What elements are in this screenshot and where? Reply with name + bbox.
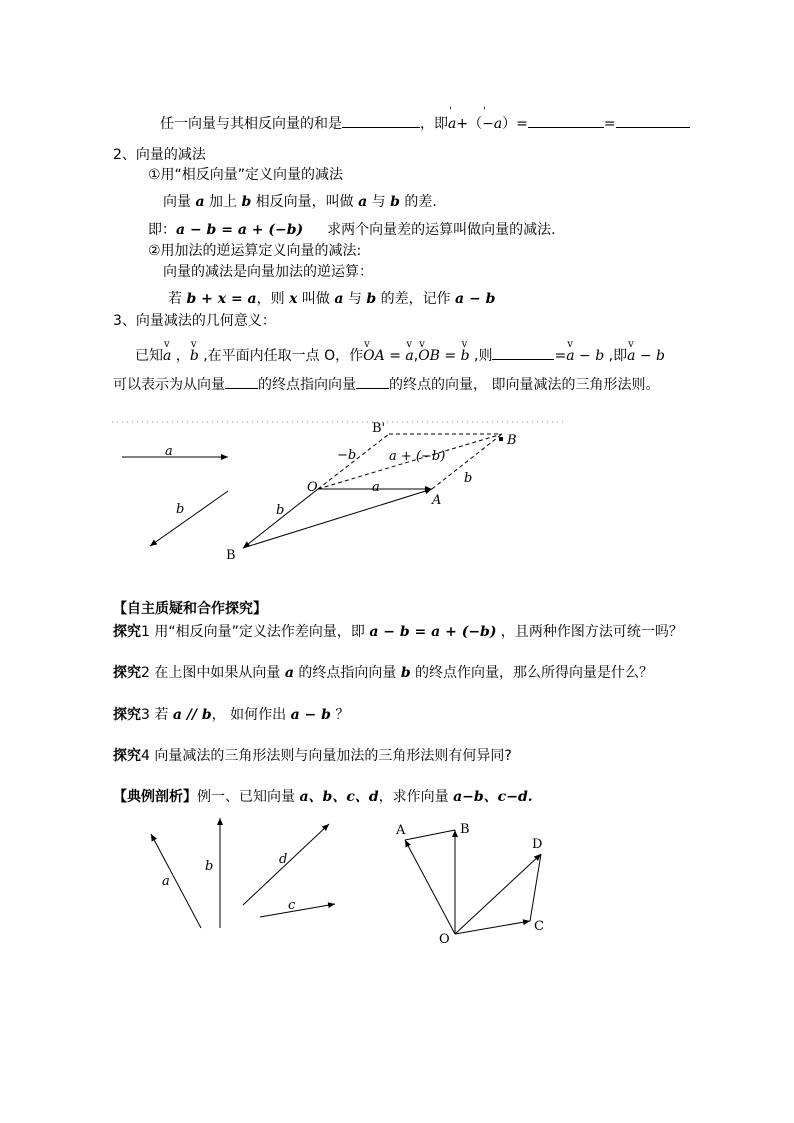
label-b-low: b bbox=[276, 503, 285, 518]
blank-3[interactable] bbox=[616, 113, 690, 128]
inverse-operation: 向量的减法是向量加法的逆运算： bbox=[163, 264, 373, 280]
geometric-meaning-line2: 可以表示为从向量 的终点指向向量 的终点的向量， 即向量减法的三角形法则。 bbox=[113, 374, 659, 394]
explore-q2: 探究2 在上图中如果从向量 a 的终点指向向量 b 的终点作向量，那么所得向量是什么？ bbox=[113, 665, 654, 681]
example-vector-a bbox=[151, 834, 201, 928]
label-B-top: B bbox=[507, 433, 517, 448]
vector-a: ' a bbox=[448, 115, 456, 133]
section-2-sub2: ②用加法的逆运算定义向量的减法: bbox=[148, 243, 362, 259]
label-B-low: B bbox=[226, 548, 236, 563]
label-a-mid: a bbox=[372, 480, 380, 495]
geometric-meaning-line1: 已知v a ，v b ,在平面内任取一点 O，作v OA = v a,v OB = v b ,则 =v a − b ,即v a − b bbox=[135, 345, 665, 365]
vector-OB bbox=[243, 489, 318, 548]
example-label-a: a bbox=[162, 874, 170, 889]
label-neg-b: −b bbox=[337, 448, 357, 463]
blank-6[interactable] bbox=[356, 374, 389, 389]
subtraction-diagram bbox=[0, 400, 794, 570]
blank-4[interactable] bbox=[492, 345, 554, 360]
example-vector-c bbox=[260, 904, 335, 917]
example-label-c: c bbox=[288, 898, 296, 913]
label-b-right: b bbox=[464, 471, 473, 486]
vector-neg-a: ' −a bbox=[482, 115, 502, 133]
vector-BA bbox=[243, 489, 432, 548]
label-A: A bbox=[432, 493, 442, 508]
example-label-B: B bbox=[460, 822, 470, 837]
label-b-left: b bbox=[176, 502, 185, 517]
explore-q4: 探究4 向量减法的三角形法则与向量加法的三角形法则有何异同? bbox=[113, 748, 512, 764]
line-opposite-sum: 任一向量与其相反向量的和是 ，即' a+（' −a）= = bbox=[160, 113, 690, 133]
section-2-sub1: ①用“相反向量”定义向量的减法 bbox=[148, 167, 344, 183]
example-label-A: A bbox=[396, 823, 406, 838]
explore-q1: 探究1 用“相反向量”定义法作差向量，即 a − b = a + (−b) ，且两种作图方法可统一吗？ bbox=[113, 624, 683, 640]
subtraction-formula: 即：a − b = a + (−b) 求两个向量差的运算叫做向量的减法. bbox=[148, 222, 556, 238]
vector-OD-ex bbox=[455, 854, 541, 934]
example-line: 【典例剖析】例一、已知向量 a、b、c、d，求作向量 a−b、c−d. bbox=[113, 789, 533, 805]
label-sum: a + (−b) bbox=[389, 449, 446, 464]
blank-1[interactable] bbox=[342, 113, 420, 128]
vector-b-arrow bbox=[150, 491, 228, 546]
example-label-C: C bbox=[534, 919, 544, 934]
opposite-sum-text: 任一向量与其相反向量的和是 bbox=[160, 116, 342, 132]
example-label-O: O bbox=[439, 932, 450, 947]
example-diagram bbox=[0, 810, 794, 950]
label-O: O bbox=[307, 480, 318, 495]
label-a-left: a bbox=[165, 444, 173, 459]
subtraction-definition: 向量 a 加上 b 相反向量，叫做 a 与 b 的差. bbox=[163, 194, 437, 210]
inverse-definition: 若 b + x = a，则 x 叫做 a 与 b 的差，记作 a − b bbox=[168, 291, 496, 307]
blank-5[interactable] bbox=[225, 374, 258, 389]
section-3-title: 3、向量减法的几何意义： bbox=[113, 313, 276, 329]
example-label-b: b bbox=[205, 859, 214, 874]
label-Bprime: B' bbox=[372, 421, 386, 436]
example-label-d: d bbox=[279, 852, 288, 867]
blank-2[interactable] bbox=[528, 113, 604, 128]
vector-OA-ex bbox=[405, 840, 455, 934]
section-2-title: 2、向量的减法 bbox=[113, 147, 206, 163]
explore-q3: 探究3 若 a // b， 如何作出 a − b ？ bbox=[113, 707, 350, 723]
example-label-D: D bbox=[532, 837, 543, 852]
explore-heading: 【自主质疑和合作探究】 bbox=[113, 601, 267, 617]
